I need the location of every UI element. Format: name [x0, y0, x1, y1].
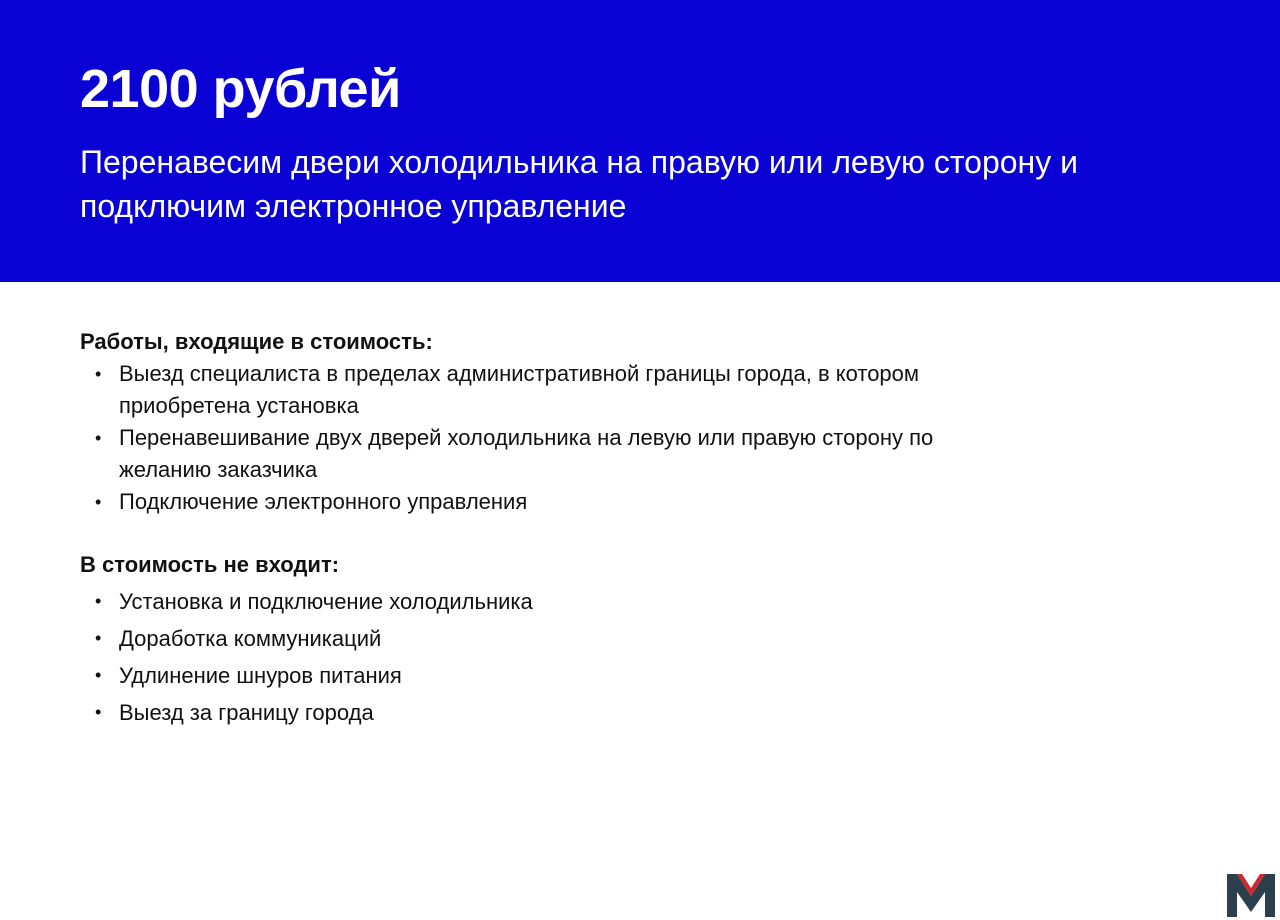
list-item-text: Перенавешивание двух дверей холодильника на левую или правую сторону по желанию заказчика	[119, 425, 934, 482]
hero-banner	[0, 0, 1280, 282]
bullet-icon: •	[95, 492, 102, 512]
bullet-icon: •	[95, 428, 102, 448]
list-item	[80, 422, 980, 486]
list-item-text: Доработка коммуникаций	[119, 626, 382, 651]
list-item	[80, 657, 980, 694]
m-logo-icon	[1227, 872, 1275, 917]
list-item	[80, 358, 980, 422]
bullet-icon: •	[95, 702, 102, 722]
list-item	[80, 694, 980, 731]
service-description: Перенавесим двери холодильника на правую или левую сторону и подключим электронное управление	[80, 144, 1078, 224]
list-item	[80, 486, 980, 518]
list-item-text: Выезд за границу города	[119, 700, 374, 725]
price-heading: 2100 рублей	[80, 59, 401, 119]
excluded-list	[80, 583, 980, 731]
list-item-text: Подключение электронного управления	[119, 489, 528, 514]
bullet-icon: •	[95, 665, 102, 685]
list-item	[80, 583, 980, 620]
excluded-section-title: В стоимость не входит:	[80, 552, 340, 577]
bullet-icon: •	[95, 591, 102, 611]
included-section-title: Работы, входящие в стоимость:	[80, 329, 433, 354]
list-item-text: Установка и подключение холодильника	[119, 589, 533, 614]
list-item	[80, 620, 980, 657]
bullet-icon: •	[95, 364, 102, 384]
list-item-text: Удлинение шнуров питания	[119, 663, 402, 688]
bullet-icon: •	[95, 628, 102, 648]
included-list	[80, 358, 980, 518]
list-item-text: Выезд специалиста в пределах административной границы города, в котором приобретена установка	[119, 361, 920, 418]
